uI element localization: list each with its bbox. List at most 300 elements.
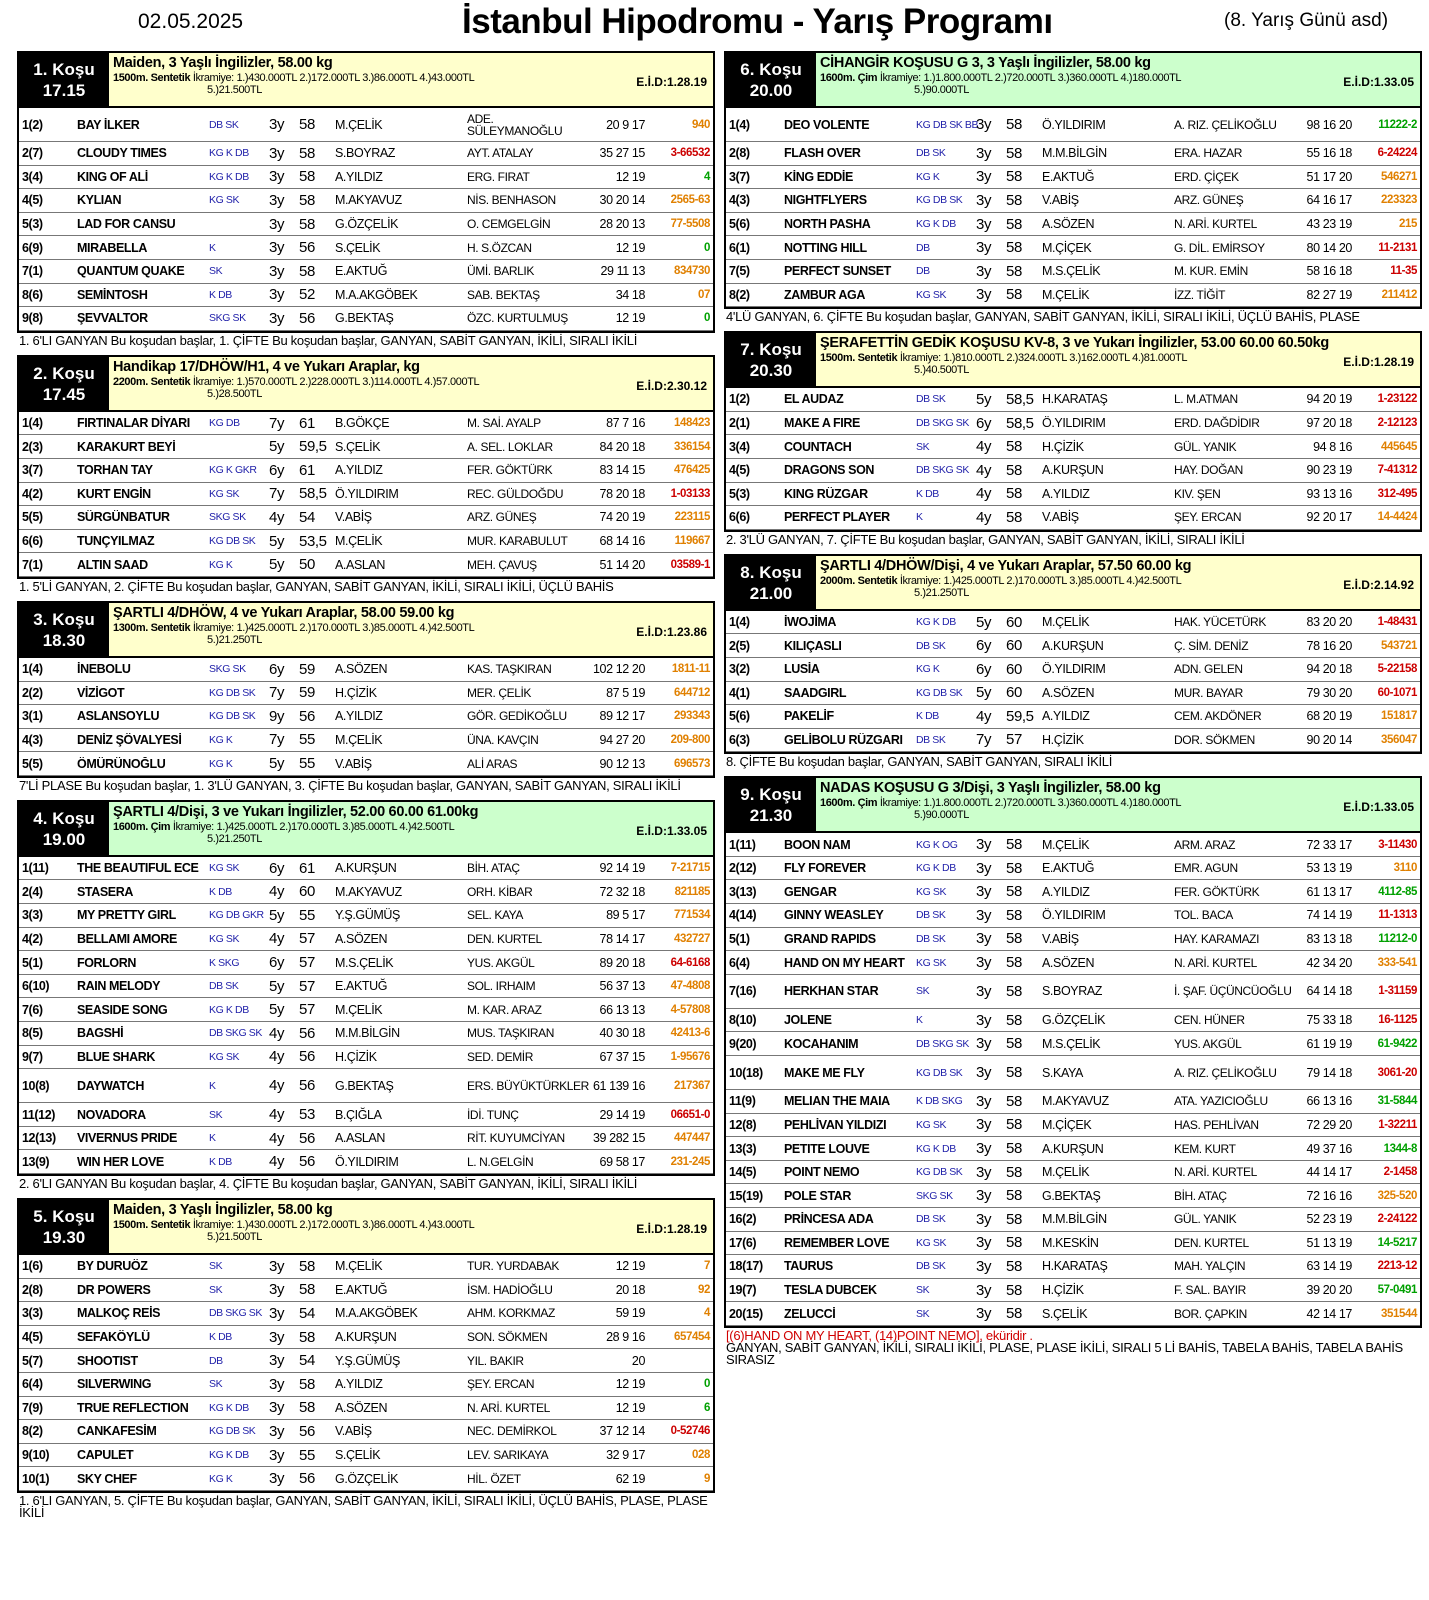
handicap: 28 20 13 [599, 217, 645, 232]
last-form: 6 [704, 1401, 710, 1414]
horse-number: 13(3) [729, 1141, 757, 1156]
horse-row [726, 459, 1420, 483]
horse-weight: 59 [299, 660, 315, 678]
jockey: A.KURŞUN [1042, 463, 1104, 478]
horse-weight: 58,5 [1006, 390, 1034, 408]
horse-equipment: DB SK [209, 980, 239, 993]
horse-number: 1(2) [729, 392, 750, 407]
race-distance: 1600m. Çim [820, 72, 878, 84]
horse-age: 7y [269, 414, 285, 432]
jockey: Ö.YILDIRIM [335, 1154, 399, 1169]
jockey: B.ÇIĞLA [335, 1107, 382, 1122]
horse-name: CANKAFESİM [77, 1424, 157, 1439]
handicap: 12 19 [615, 1400, 645, 1415]
horse-row [19, 729, 713, 753]
trainer: AHM. KORKMAZ [467, 1306, 555, 1321]
horse-age: 3y [976, 1257, 992, 1275]
horse-equipment: SK [916, 985, 930, 998]
last-form: 3-66532 [670, 147, 710, 160]
last-form: 9 [704, 1472, 710, 1485]
race-meta [113, 821, 707, 833]
handicap: 67 37 15 [599, 1049, 645, 1064]
handicap: 72 32 18 [599, 884, 645, 899]
horse-list [19, 412, 713, 577]
horse-age: 3y [269, 286, 285, 304]
horse-age: 3y [976, 144, 992, 162]
trainer: ATA. YAZICIOĞLU [1174, 1094, 1268, 1109]
race-footer [17, 579, 715, 597]
horse-equipment: DB SK [916, 733, 946, 746]
horse-age: 3y [976, 1305, 992, 1323]
horse-weight: 60 [1006, 613, 1022, 631]
horse-weight: 60 [1006, 684, 1022, 702]
trainer: ÜNA. KAVÇIN [467, 732, 539, 747]
handicap: 92 20 17 [1306, 510, 1352, 525]
horse-row [19, 1150, 713, 1174]
horse-name: KURT ENGİN [77, 486, 151, 501]
horse-equipment: KG SK [916, 885, 947, 898]
jockey: Y.Ş.GÜMÜŞ [335, 908, 400, 923]
race-number-box [19, 603, 109, 656]
horse-name: KARAKURT BEYİ [77, 439, 176, 454]
horse-age: 5y [269, 906, 285, 924]
race-record: E.İ.D:1.33.05 [1343, 800, 1414, 815]
race-header [19, 357, 713, 412]
horse-weight: 53 [299, 1106, 315, 1124]
horse-equipment: KG K DB [209, 170, 249, 183]
jockey: S.KAYA [1042, 1065, 1083, 1080]
horse-row [726, 412, 1420, 436]
horse-number: 15(19) [729, 1188, 763, 1203]
race-info [109, 802, 713, 855]
jockey: A.SÖZEN [335, 931, 388, 946]
jockey: G.BEKTAŞ [1042, 1188, 1101, 1203]
race-footer [17, 1176, 715, 1194]
race-prize-5th: 5.)28.500TL [207, 387, 262, 400]
horse-row [726, 1161, 1420, 1185]
horse-list [19, 658, 713, 776]
trainer: YIL. BAKIR [467, 1353, 524, 1368]
race-meta [820, 72, 1414, 84]
horse-name: LUSİA [784, 662, 820, 677]
handicap: 20 9 17 [606, 117, 645, 132]
horse-equipment: KG K [916, 170, 940, 183]
horse-age: 6y [269, 660, 285, 678]
horse-weight: 58 [1006, 461, 1022, 479]
race-note: [(6)HAND ON MY HEART, (14)POINT NEMO], eküridir . [726, 1327, 1033, 1343]
jockey: Ö.YILDIRIM [1042, 908, 1106, 923]
bet-types: 1. 5'Lİ GANYAN, 2. ÇİFTE Bu koşudan başlar, GANYAN, SABİT GANYAN, İKİLİ, SIRALI İKİLİ, ÜÇLÜ BAHİS [19, 578, 614, 594]
handicap: 55 16 18 [1306, 146, 1352, 161]
horse-equipment: SK [916, 1307, 930, 1320]
trainer: DOR. SÖKMEN [1174, 732, 1255, 747]
horse-name: DAYWATCH [77, 1078, 144, 1093]
horse-name: MALKOÇ REİS [77, 1306, 161, 1321]
horse-weight: 58 [1006, 286, 1022, 304]
horse-equipment: KG DB SK [209, 1425, 256, 1438]
horse-row [19, 1420, 713, 1444]
horse-number: 4(5) [729, 463, 750, 478]
horse-equipment: KG K [209, 1472, 233, 1485]
race-meta [113, 72, 707, 84]
horse-age: 3y [976, 1210, 992, 1228]
jockey: V.ABİŞ [335, 756, 372, 771]
race-prize-5th: 5.)21.500TL [207, 1231, 262, 1243]
program-date: 02.05.2025 [138, 10, 244, 33]
horse-row [19, 236, 713, 260]
trainer: SAB. BEKTAŞ [467, 287, 540, 302]
race-table [724, 51, 1422, 309]
horse-name: ASLANSOYLU [77, 709, 160, 724]
race-prize: İkramiye: 1.)430.000TL 2.)172.000TL 3.)86.000TL 4.)43.000TL [192, 1219, 475, 1231]
horse-name: SEMİNTOSH [77, 287, 148, 302]
horse-age: 3y [269, 1422, 285, 1440]
horse-equipment: KG K [209, 733, 233, 746]
horse-row [726, 1232, 1420, 1256]
last-form: 3110 [1393, 862, 1417, 875]
race-title: ŞARTLI 4/DHÖW, 4 ve Yukarı Araplar, 58.00 59.00 kg [113, 604, 455, 621]
horse-name: GRAND RAPIDS [784, 931, 876, 946]
jockey: H.ÇİZİK [1042, 439, 1084, 454]
last-form: 0-52746 [670, 1425, 710, 1438]
jockey: E.AKTUĞ [1042, 861, 1095, 876]
handicap: 78 14 17 [599, 931, 645, 946]
horse-age: 7y [269, 684, 285, 702]
handicap: 63 14 19 [1306, 1259, 1352, 1274]
jockey: M.ÇİÇEK [1042, 1117, 1092, 1132]
horse-weight: 58 [299, 215, 315, 233]
handicap: 92 14 19 [599, 861, 645, 876]
jockey: S.ÇELİK [1042, 1306, 1088, 1321]
jockey: E.AKTUĞ [335, 979, 388, 994]
trainer: BOR. ÇAPKIN [1174, 1306, 1247, 1321]
race-footer [17, 333, 715, 351]
handicap: 72 16 16 [1306, 1188, 1352, 1203]
horse-age: 3y [976, 859, 992, 877]
horse-weight: 55 [299, 906, 315, 924]
jockey: A.SÖZEN [335, 1400, 388, 1415]
jockey: A.KURŞUN [335, 1330, 397, 1345]
handicap: 64 16 17 [1306, 193, 1352, 208]
horse-number: 5(5) [22, 510, 43, 525]
horse-number: 8(2) [729, 287, 750, 302]
horse-weight: 58 [1006, 1281, 1022, 1299]
horse-number: 1(6) [22, 1259, 43, 1274]
handicap: 87 5 19 [606, 685, 645, 700]
last-form: 821185 [674, 885, 710, 898]
last-form: 92 [698, 1283, 710, 1296]
horse-equipment: K DB SKG [916, 1095, 963, 1108]
horse-row [726, 1056, 1420, 1090]
horse-equipment: SK [209, 265, 223, 278]
horse-row [726, 1090, 1420, 1114]
horse-weight: 58 [1006, 1163, 1022, 1181]
race-prize: İkramiye: 1.)1.800.000TL 2.)720.000TL 3.)360.000TL 4.)180.000TL [879, 72, 1182, 84]
trainer: ERA. HAZAR [1174, 146, 1243, 161]
page-header [0, 0, 1429, 48]
handicap: 74 14 19 [1306, 908, 1352, 923]
horse-name: TORHAN TAY [77, 463, 153, 478]
last-form: 61-9422 [1377, 1037, 1417, 1050]
race-title: ŞARTLI 4/DHÖW/Dişi, 4 ve Yukarı Araplar, 57.50 60.00 kg [820, 557, 1192, 574]
horse-weight: 58 [1006, 906, 1022, 924]
handicap: 37 12 14 [599, 1424, 645, 1439]
race-meta [113, 376, 707, 388]
horse-row [726, 1208, 1420, 1232]
jockey: A.YILDIZ [1042, 709, 1090, 724]
horse-number: 13(9) [22, 1154, 50, 1169]
horse-row [19, 705, 713, 729]
last-form: 7-21715 [670, 862, 710, 875]
race-title: Handikap 17/DHÖW/H1, 4 ve Yukarı Araplar, kg [113, 358, 420, 375]
horse-number: 6(10) [22, 979, 50, 994]
horse-equipment: KG K DB [916, 218, 956, 231]
handicap: 89 5 17 [606, 908, 645, 923]
horse-number: 4(1) [729, 685, 750, 700]
race-number: 8. Koşu [740, 562, 802, 582]
horse-age: 3y [269, 1328, 285, 1346]
trainer: ARM. ARAZ [1174, 837, 1236, 852]
trainer: İSM. HADİOĞLU [467, 1282, 553, 1297]
horse-age: 6y [976, 660, 992, 678]
horse-age: 4y [976, 438, 992, 456]
horse-equipment: DB SK [916, 639, 946, 652]
race-info [816, 556, 1420, 609]
horse-row [726, 975, 1420, 1009]
horse-name: FIRTINALAR DİYARI [77, 416, 190, 431]
horse-weight: 58 [1006, 215, 1022, 233]
horse-age: 3y [269, 1281, 285, 1299]
horse-equipment: KG K [916, 663, 940, 676]
horse-weight: 57 [299, 930, 315, 948]
jockey: S.ÇELİK [335, 439, 381, 454]
handicap: 42 14 17 [1306, 1306, 1352, 1321]
jockey: A.YILDIZ [335, 1377, 383, 1392]
last-form: 3061-20 [1377, 1066, 1417, 1079]
horse-age: 3y [269, 309, 285, 327]
horse-equipment: K DB [916, 710, 939, 723]
race-table [17, 800, 715, 1176]
horse-weight: 59,5 [299, 438, 327, 456]
horse-age: 3y [269, 239, 285, 257]
jockey: E.AKTUĞ [1042, 169, 1095, 184]
trainer: KEM. KURT [1174, 1141, 1236, 1156]
trainer: MAH. YALÇIN [1174, 1259, 1246, 1274]
horse-row [19, 483, 713, 507]
horse-age: 4y [269, 1106, 285, 1124]
trainer: M. KUR. EMİN [1174, 264, 1248, 279]
handicap: 59 19 [615, 1306, 645, 1321]
horse-equipment: KG SK [916, 288, 947, 301]
horse-name: SHOOTIST [77, 1353, 138, 1368]
jockey: A.SÖZEN [1042, 217, 1095, 232]
horse-name: POINT NEMO [784, 1165, 860, 1180]
horse-equipment: K DB [916, 487, 939, 500]
horse-name: BY DURUÖZ [77, 1259, 148, 1274]
race-header [726, 53, 1420, 108]
race-prize: İkramiye: 1.)425.000TL 2.)170.000TL 3.)85.000TL 4.)42.500TL [192, 621, 475, 634]
race-distance: 1500m. Sentetik [113, 72, 191, 84]
trainer: H. S.ÖZCAN [467, 240, 532, 255]
horse-weight: 58 [1006, 1092, 1022, 1110]
horse-number: 5(3) [729, 486, 750, 501]
horse-weight: 52 [299, 286, 315, 304]
horse-equipment: KG SK [209, 1050, 240, 1063]
horse-number: 7(6) [22, 1002, 43, 1017]
horse-row [726, 166, 1420, 190]
horse-weight: 58 [299, 1328, 315, 1346]
last-form: 940 [692, 118, 710, 131]
race-time: 18.30 [42, 630, 86, 650]
horse-number: 5(3) [22, 217, 43, 232]
horse-number: 2(4) [22, 884, 43, 899]
horse-equipment: KG DB SK [209, 535, 256, 548]
last-form: 336154 [674, 440, 710, 453]
horse-age: 4y [976, 707, 992, 725]
last-form: 4 [704, 170, 710, 183]
horse-number: 9(8) [22, 311, 43, 326]
race-title: ŞERAFETTİN GEDİK KOŞUSU KV-8, 3 ve Yukarı İngilizler, 53.00 60.00 60.50kg [820, 335, 1329, 352]
last-form: 543721 [1381, 639, 1417, 652]
jockey: M.ÇELİK [335, 117, 383, 132]
jockey: Ö.YILDIRIM [1042, 416, 1106, 431]
horse-row [19, 260, 713, 284]
handicap: 29 11 13 [600, 264, 645, 279]
handicap: 97 20 18 [1306, 416, 1352, 431]
horse-weight: 61 [299, 859, 315, 877]
horse-row [19, 108, 713, 142]
last-form: 2-24122 [1377, 1213, 1417, 1226]
horse-number: 2(1) [729, 416, 750, 431]
jockey: A.YILDIZ [335, 169, 383, 184]
horse-number: 17(6) [729, 1235, 757, 1250]
horse-number: 6(6) [729, 510, 750, 525]
horse-age: 7y [269, 485, 285, 503]
horse-name: KOCAHANIM [784, 1036, 859, 1051]
horse-row [726, 1255, 1420, 1279]
last-form: 11-2131 [1378, 241, 1417, 254]
horse-weight: 56 [299, 309, 315, 327]
handicap: 78 16 20 [1306, 638, 1352, 653]
horse-equipment: DB SK [916, 932, 946, 945]
horse-number: 1(4) [22, 416, 43, 431]
horse-number: 3(3) [22, 908, 43, 923]
horse-number: 2(7) [22, 146, 43, 161]
race-title: ŞARTLI 4/Dişi, 3 ve Yukarı İngilizler, 52.00 60.00 61.00kg [113, 803, 479, 820]
horse-number: 4(3) [22, 732, 43, 747]
race-number: 4. Koşu [33, 808, 95, 828]
horse-equipment: KG SK [209, 194, 240, 207]
horse-name: DENİZ ŞÖVALYESİ [77, 732, 182, 747]
jockey: Ö.YILDIRIM [1042, 117, 1106, 132]
horse-equipment: DB SK [916, 1260, 946, 1273]
horse-number: 18(17) [729, 1259, 763, 1274]
horse-name: JOLENE [784, 1013, 832, 1028]
horse-row [726, 108, 1420, 142]
horse-row [19, 1069, 713, 1103]
horse-number: 4(2) [22, 486, 43, 501]
jockey: V.ABİŞ [1042, 931, 1079, 946]
handicap: 20 18 [615, 1282, 645, 1297]
horse-age: 4y [269, 508, 285, 526]
horse-age: 3y [976, 883, 992, 901]
race-header [726, 556, 1420, 611]
handicap: 61 19 19 [1306, 1036, 1352, 1051]
horse-age: 3y [976, 1187, 992, 1205]
last-form: 4 [704, 1307, 710, 1320]
horse-age: 3y [976, 1092, 992, 1110]
last-form: 231-245 [670, 1155, 710, 1168]
horse-age: 3y [269, 1304, 285, 1322]
horse-weight: 58 [1006, 1234, 1022, 1252]
trainer: ADE. SÜLEYMANOĞLU [467, 111, 563, 138]
horse-list [19, 108, 713, 331]
trainer: O. CEMGELGİN [467, 217, 551, 232]
race-record: E.İ.D:1.33.05 [1343, 75, 1414, 89]
race-distance: 1600m. Çim [820, 797, 878, 810]
horse-number: 4(3) [729, 193, 750, 208]
last-form: 447447 [674, 1132, 710, 1145]
horse-equipment: KG DB [209, 417, 240, 430]
horse-name: TRUE REFLECTION [77, 1400, 189, 1415]
race-meta [113, 622, 707, 634]
race-footer [724, 754, 1422, 772]
horse-row [726, 236, 1420, 260]
horse-weight: 58 [299, 1257, 315, 1275]
horse-row [726, 880, 1420, 904]
last-form: 11-35 [1390, 265, 1417, 278]
horse-row [726, 1184, 1420, 1208]
race-prize: İkramiye: 1.)570.000TL 2.)228.000TL 3.)114.000TL 4.)57.000TL [192, 375, 480, 388]
jockey: M.S.ÇELİK [335, 955, 394, 970]
last-form: 0 [704, 1378, 710, 1391]
race-time: 19.30 [42, 1228, 86, 1247]
handicap: 66 13 16 [1306, 1094, 1352, 1109]
handicap: 80 14 20 [1306, 240, 1352, 255]
race-header [726, 778, 1420, 833]
handicap: 94 20 18 [1306, 662, 1352, 677]
horse-row [726, 857, 1420, 881]
horse-weight: 58 [1006, 508, 1022, 526]
horse-equipment: KG DB GKR [209, 909, 264, 922]
horse-name: İNEBOLU [77, 662, 131, 677]
horse-number: 12(13) [22, 1131, 56, 1146]
horse-weight: 56 [299, 1077, 315, 1095]
horse-row [726, 1137, 1420, 1161]
jockey: Ö.YILDIRIM [1042, 662, 1106, 677]
horse-number: 5(6) [729, 709, 750, 724]
horse-age: 3y [269, 116, 285, 133]
horse-list [19, 857, 713, 1174]
horse-weight: 54 [299, 1352, 315, 1370]
horse-equipment: DB SK [916, 909, 946, 922]
horse-number: 4(5) [22, 1330, 43, 1345]
horse-weight: 58 [1006, 191, 1022, 209]
horse-age: 3y [976, 836, 992, 854]
race-record: E.İ.D:1.23.86 [636, 624, 707, 639]
trainer: NEC. DEMİRKOL [467, 1424, 557, 1439]
horse-equipment: K [209, 241, 216, 254]
bet-types: 2. 6'LI GANYAN Bu koşudan başlar, 4. ÇİFTE Bu koşudan başlar, GANYAN, SABİT GANYAN, İKİLİ, SIRALI İKİLİ [19, 1176, 638, 1191]
horse-number: 1(4) [729, 615, 750, 630]
handicap: 30 20 14 [599, 193, 645, 208]
race-header [19, 603, 713, 658]
handicap: 68 14 16 [599, 534, 645, 549]
horse-name: SEASIDE SONG [77, 1002, 168, 1017]
horse-number: 10(18) [729, 1065, 763, 1080]
horse-row [726, 388, 1420, 412]
trainer: İ. ŞAF. ÜÇÜNCÜOĞLU [1174, 984, 1292, 999]
